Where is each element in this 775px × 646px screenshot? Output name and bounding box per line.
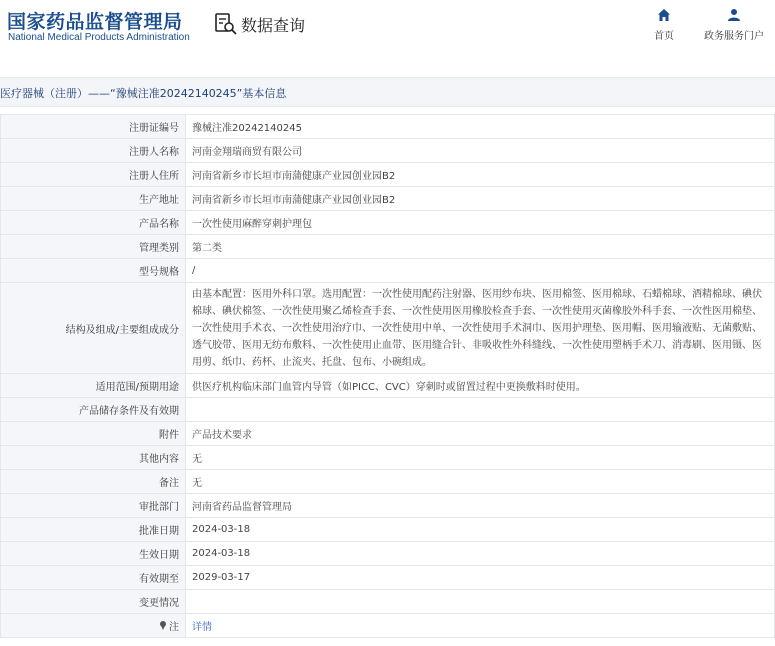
home-icon <box>657 8 671 22</box>
note-value-cell <box>186 614 775 638</box>
breadcrumb: 医疗器械（注册）——“豫械注准20242140245”基本信息 <box>0 87 287 100</box>
table-row <box>1 374 775 398</box>
table-row-note <box>1 614 775 638</box>
field-value: 2024-03-18 <box>186 518 775 542</box>
site-logo-en: National Medical Products Administration <box>8 32 190 43</box>
table-row <box>1 422 775 446</box>
record-detail-table <box>0 114 775 638</box>
field-value: 一次性使用麻醉穿刺护理包 <box>186 211 775 235</box>
field-value: 2029-03-17 <box>186 566 775 590</box>
field-label: 批准日期 <box>1 518 186 542</box>
nav-home-label: 首页 <box>654 31 674 42</box>
field-value: 豫械注准20242140245 <box>186 115 775 139</box>
field-value: 产品技术要求 <box>186 422 775 446</box>
field-label: 产品名称 <box>1 211 186 235</box>
field-label: 变更情况 <box>1 590 186 614</box>
field-label: 结构及组成/主要组成成分 <box>1 283 186 374</box>
field-label: 审批部门 <box>1 494 186 518</box>
table-row <box>1 163 775 187</box>
table-row <box>1 139 775 163</box>
field-label: 其他内容 <box>1 446 186 470</box>
nav-home[interactable] <box>652 8 676 42</box>
field-value: 供医疗机构临床部门血管内导管（如PICC、CVC）穿刺时或留置过程中更换敷料时使用。 <box>186 374 775 398</box>
nav-service-portal[interactable] <box>700 8 768 42</box>
table-row <box>1 187 775 211</box>
nav-portal-label: 政务服务门户 <box>704 31 764 42</box>
field-label: 注册人住所 <box>1 163 186 187</box>
note-label-text: 注 <box>169 622 179 633</box>
field-value: 第二类 <box>186 235 775 259</box>
field-label: 备注 <box>1 470 186 494</box>
table-row <box>1 398 775 422</box>
site-header <box>0 0 775 66</box>
field-value: 2024-03-18 <box>186 542 775 566</box>
field-value: 由基本配置：医用外科口罩。选用配置：一次性使用配药注射器、医用纱布块、医用棉签、医用棉球、石蜡棉球、酒精棉球、碘伏棉球、碘伏棉签、一次性使用聚乙烯检查手套、一次性使用医用橡胶检查手套、一次性使用灭菌橡胶外科手套、一次性医用棉垫、一次性使用手术衣、一次性使用治疗巾、一次性使用中单、一次性使用手术洞巾、医用护理垫、医用帽、医用输液贴、无菌敷贴、透气胶带、医用无纺布敷料、一次性使用止血带、医用缝合针、非吸收性外科缝线、一次性使用塑柄手术刀、消毒刷、医用镊、医用剪、纸巾、药杯、止流夹、托盘、包布、小碗组成。 <box>186 283 775 374</box>
table-row <box>1 470 775 494</box>
table-row <box>1 283 775 374</box>
note-label <box>159 618 179 633</box>
note-label-cell <box>1 614 186 638</box>
table-row <box>1 115 775 139</box>
field-value: 无 <box>186 470 775 494</box>
field-value: 河南省新乡市长垣市南蒲健康产业园创业园B2 <box>186 187 775 211</box>
field-label: 注册证编号 <box>1 115 186 139</box>
pin-icon <box>159 621 167 630</box>
table-row <box>1 566 775 590</box>
field-label: 产品储存条件及有效期 <box>1 398 186 422</box>
table-row <box>1 494 775 518</box>
field-value <box>186 398 775 422</box>
breadcrumb-bar <box>0 77 775 107</box>
field-value: 河南金翔瑞商贸有限公司 <box>186 139 775 163</box>
field-label: 生产地址 <box>1 187 186 211</box>
field-value <box>186 590 775 614</box>
field-label: 附件 <box>1 422 186 446</box>
table-row <box>1 446 775 470</box>
table-row <box>1 259 775 283</box>
site-logo-cn[interactable]: 国家药品监督管理局 <box>7 11 183 33</box>
user-icon <box>727 8 741 22</box>
table-row <box>1 542 775 566</box>
data-query-title: 数据查询 <box>241 15 306 35</box>
data-query-logo[interactable] <box>214 12 305 36</box>
field-value: 河南省新乡市长垣市南蒲健康产业园创业园B2 <box>186 163 775 187</box>
table-row <box>1 235 775 259</box>
data-search-icon <box>214 12 238 36</box>
field-label: 管理类别 <box>1 235 186 259</box>
field-label: 适用范围/预期用途 <box>1 374 186 398</box>
details-link[interactable]: 详情 <box>192 622 212 633</box>
field-label: 型号规格 <box>1 259 186 283</box>
field-value: / <box>186 259 775 283</box>
field-value: 无 <box>186 446 775 470</box>
field-label: 注册人名称 <box>1 139 186 163</box>
table-row <box>1 590 775 614</box>
table-row <box>1 211 775 235</box>
field-label: 生效日期 <box>1 542 186 566</box>
table-row <box>1 518 775 542</box>
field-value: 河南省药品监督管理局 <box>186 494 775 518</box>
field-label: 有效期至 <box>1 566 186 590</box>
